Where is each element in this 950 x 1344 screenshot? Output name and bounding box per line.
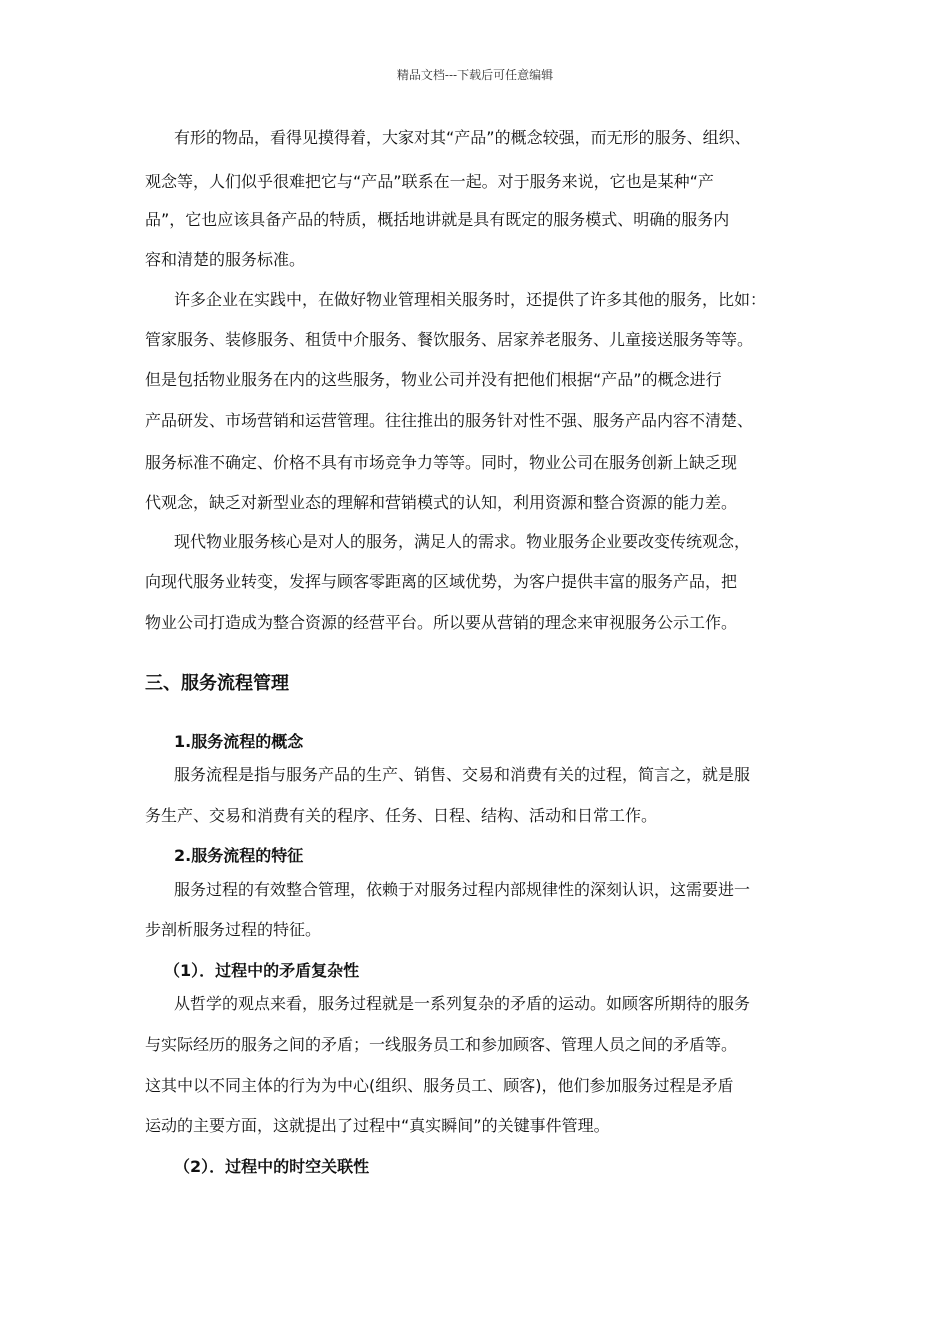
paragraph-line: 物业公司打造成为整合资源的经营平台。所以要从营销的理念来审视服务公示工作。 [145, 613, 738, 632]
paragraph-line: 观念等，人们似乎很难把它与“产品”联系在一起。对于服务来说，它也是某种“产 [145, 172, 714, 191]
paragraph-line: 代观念，缺乏对新型业态的理解和营销模式的认知，利用资源和整合资源的能力差。 [145, 493, 738, 512]
paragraph-line: 运动的主要方面，这就提出了过程中“真实瞬间”的关键事件管理。 [145, 1116, 610, 1135]
paragraph-line: 管家服务、装修服务、租赁中介服务、餐饮服务、居家养老服务、儿童接送服务等等。 [145, 330, 754, 349]
paragraph-line: 向现代服务业转变，发挥与顾客零距离的区域优势，为客户提供丰富的服务产品，把 [145, 572, 738, 591]
paragraph-line: 服务流程是指与服务产品的生产、销售、交易和消费有关的过程，简言之，就是服 [174, 765, 751, 784]
item-heading: （1）．过程中的矛盾复杂性 [164, 961, 360, 980]
section-heading: 三、服务流程管理 [145, 673, 289, 694]
paragraph-line: 品”，它也应该具备产品的特质，概括地讲就是具有既定的服务模式、明确的服务内 [145, 210, 730, 229]
paragraph-line: 步剖析服务过程的特征。 [145, 920, 322, 939]
page-header: 精品文档---下载后可任意编辑 [396, 68, 554, 82]
paragraph-line: 容和清楚的服务标准。 [145, 250, 306, 269]
paragraph-line: 产品研发、市场营销和运营管理。往往推出的服务针对性不强、服务产品内容不清楚、 [145, 411, 754, 430]
paragraph-line: 与实际经历的服务之间的矛盾；一线服务员工和参加顾客、管理人员之间的矛盾等。 [145, 1035, 738, 1054]
paragraph-line: 现代物业服务核心是对人的服务，满足人的需求。物业服务企业要改变传统观念， [174, 532, 751, 551]
item-heading: （2）．过程中的时空关联性 [174, 1157, 370, 1176]
subsection-heading: 2.服务流程的特征 [174, 846, 304, 865]
subsection-heading: 1.服务流程的概念 [174, 732, 304, 751]
paragraph-line: 但是包括物业服务在内的这些服务，物业公司并没有把他们根据“产品”的概念进行 [145, 370, 722, 389]
paragraph-line: 这其中以不同主体的行为为中心(组织、服务员工、顾客)，他们参加服务过程是矛盾 [145, 1076, 734, 1095]
paragraph-line: 许多企业在实践中，在做好物业管理相关服务时，还提供了许多其他的服务，比如： [174, 290, 767, 309]
paragraph-line: 务生产、交易和消费有关的程序、任务、日程、结构、活动和日常工作。 [145, 806, 658, 825]
paragraph-line: 服务标准不确定、价格不具有市场竞争力等等。同时，物业公司在服务创新上缺乏现 [145, 453, 738, 472]
paragraph-line: 从哲学的观点来看，服务过程就是一系列复杂的矛盾的运动。如顾客所期待的服务 [174, 994, 751, 1013]
paragraph-line: 有形的物品，看得见摸得着，大家对其“产品”的概念较强，而无形的服务、组织、 [174, 128, 751, 147]
paragraph-line: 服务过程的有效整合管理，依赖于对服务过程内部规律性的深刻认识，这需要进一 [174, 880, 751, 899]
